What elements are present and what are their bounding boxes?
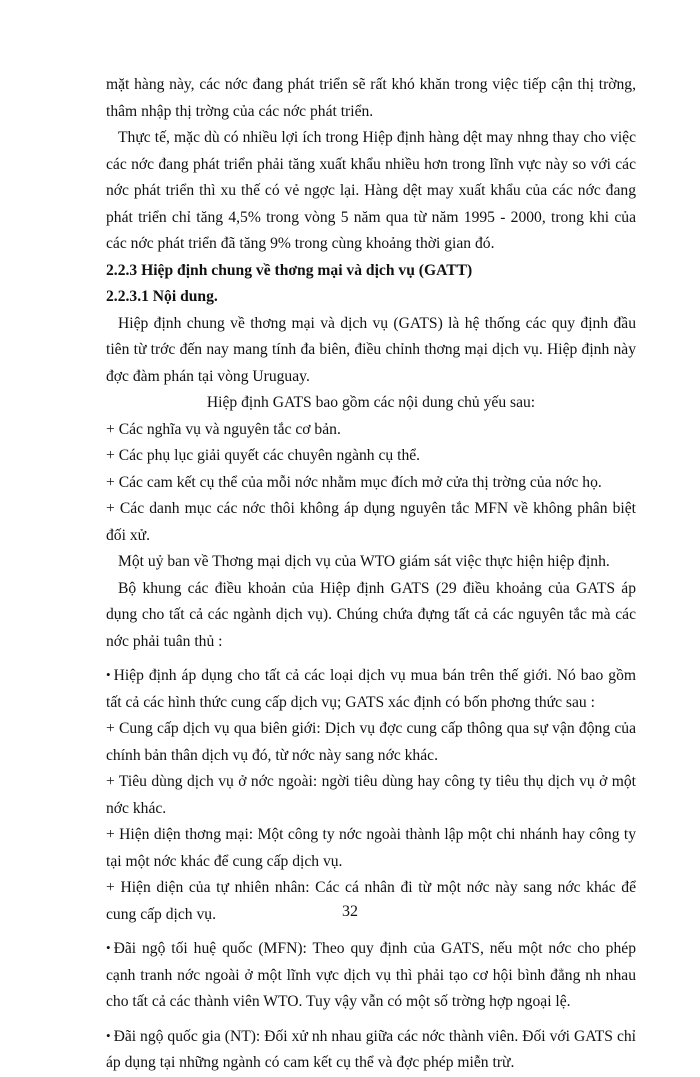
bullet-text-scope: Hiệp định áp dụng cho tất cả các loại dịch vụ mua bán trên thế giới. Nó bao gồm tất cả các hình thức cung cấp dịch vụ; GATS xác định có bốn phơng thức sau :: [106, 667, 636, 711]
bullet-icon: •: [106, 940, 111, 955]
bullet-paragraph-national-treatment: [106, 1023, 636, 1077]
paragraph-gats-contents-intro: Hiệp định GATS bao gồm các nội dung chủ yếu sau:: [206, 394, 536, 411]
list-item-commercial-presence: + Hiện diện thơng mại: Một công ty nớc ngoài thành lập một chi nhánh hay công ty tại một nớc khác để cung cấp dịch vụ.: [106, 826, 636, 870]
section-heading-2-2-3: 2.2.3 Hiệp định chung về thơng mại và dịch vụ (GATT): [106, 261, 473, 279]
paragraph-gats-definition: Hiệp định chung về thơng mại và dịch vụ (GATS) là hệ thống các quy định đầu tiên từ trớc đến nay mang tính đa biên, điều chỉnh thơng mại dịch vụ. Hiệp định này đợc đàm phán tại vòng Uruguay.: [106, 314, 636, 385]
bullet-paragraph-mfn: [106, 935, 636, 1016]
bullet-icon: •: [106, 1027, 111, 1043]
list-item-mfn-exemptions: + Các danh mục các nớc thôi không áp dụng nguyên tắc MFN về không phân biệt đối xử.: [106, 500, 636, 544]
subsection-heading-2-2-3-1: 2.2.3.1 Nội dung.: [106, 288, 218, 305]
paragraph-framework: Bộ khung các điều khoản của Hiệp định GATS (29 điều khoảng của GATS áp dụng cho tất cả các ngành dịch vụ). Chúng chứa đựng tất cả các nguyên tắc mà các nớc phải tuân thủ :: [106, 579, 636, 650]
paragraph-wto-council: Một uỷ ban về Thơng mại dịch vụ của WTO giám sát việc thực hiện hiệp định.: [118, 553, 610, 570]
list-item-cross-border: + Cung cấp dịch vụ qua biên giới: Dịch vụ đợc cung cấp thông qua sự vận động của chính bản thân dịch vụ đó, từ nớc này sang nớc khác.: [106, 720, 636, 764]
paragraph-textile-access: mặt hàng này, các nớc đang phát triển sẽ rất khó khăn trong việc tiếp cận thị trờng, thâm nhập thị trờng của các nớc phát triển.: [106, 76, 636, 120]
bullet-text-national-treatment: Đãi ngộ quốc gia (NT): Đối xử nh nhau giữa các nớc thành viên. Đối với GATS chỉ áp dụng tại những ngành có cam kết cụ thể và đợc phép miễn trừ.: [106, 1027, 636, 1071]
list-item-commitments: + Các cam kết cụ thể của mỗi nớc nhằm mục đích mở cửa thị trờng của nớc họ.: [106, 473, 602, 491]
paragraph-textile-trend: Thực tế, mặc dù có nhiều lợi ích trong Hiệp định hàng dệt may nhng thay cho việc các nớc đang phát triển phải tăng xuất khẩu nhiều hơn trong lĩnh vực này so với các nớc phát triển thì xu thế có vẻ ngợc lại. Hàng dệt may xuất khẩu của các nớc đang phát triển chỉ tăng 4,5% trong vòng 5 năm qua từ năm 1995 - 2000, trong khi của các nớc phát triển đã tăng 9% trong cùng khoảng thời gian đó.: [106, 129, 636, 252]
list-item-consumption-abroad: + Tiêu dùng dịch vụ ở nớc ngoài: ngời tiêu dùng hay công ty tiêu thụ dịch vụ ở một nớc khác.: [106, 773, 636, 817]
list-item-natural-persons: + Hiện diện của tự nhiên nhân: Các cá nhân đi từ một nớc này sang nớc khác để cung cấp dịch vụ.: [106, 879, 636, 923]
list-item-obligations: + Các nghĩa vụ và nguyên tắc cơ bản.: [106, 420, 341, 438]
page-number: 32: [342, 903, 358, 920]
document-page: [106, 72, 636, 1077]
bullet-icon: •: [106, 667, 111, 682]
bullet-paragraph-scope: [106, 662, 636, 716]
list-item-annexes: + Các phụ lục giải quyết các chuyên ngành cụ thể.: [106, 447, 421, 464]
bullet-text-mfn: Đãi ngộ tối huệ quốc (MFN): Theo quy định của GATS, nếu một nớc cho phép cạnh tranh nớc ngoài ở một lĩnh vực dịch vụ thì phải tạo cơ hội bình đẳng nh nhau cho tất cả các thành viên WTO. Tuy vậy vẫn có một số trờng hợp ngoại lệ.: [106, 940, 636, 1010]
